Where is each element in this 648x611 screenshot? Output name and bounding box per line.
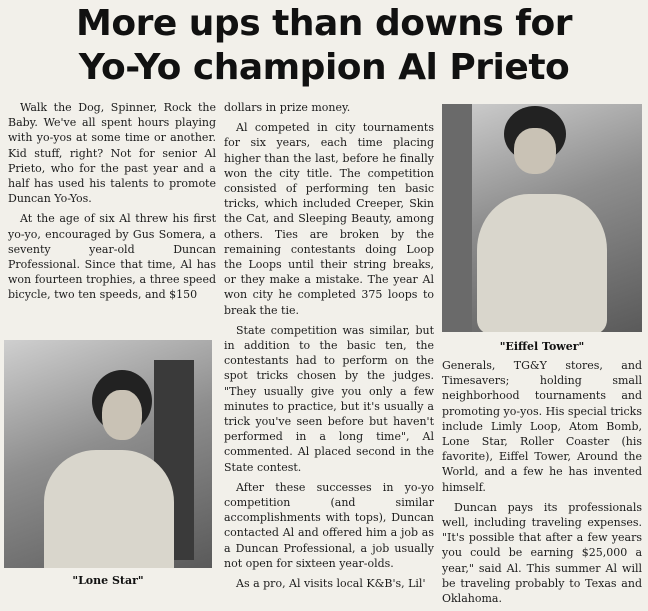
article-column-2 — [224, 100, 434, 596]
headline-line-2: Yo-Yo champion Al Prieto — [78, 47, 570, 88]
paragraph: dollars in prize money. — [224, 101, 351, 114]
headline-line-1: More ups than downs for — [76, 3, 572, 44]
article-column-1 — [8, 100, 216, 308]
paragraph: As a pro, Al visits local K&B's, Lil' — [236, 577, 426, 591]
paragraph: After these successes in yo-yo competition (and similar accomplishments with tops), Duncan contacted Al and offered him a job as a Duncan Professional, a job usually not open for sixteen year-olds. — [224, 480, 434, 570]
paragraph: Walk the Dog, Spinner, Rock the Baby. We've all spent hours playing with yo-yos at some time or another. Kid stuff, right? Not for senior Al Prieto, who for the past year and a half has used his talents to promote Duncan Yo-Yos. — [8, 101, 216, 206]
photo-eiffel-tower — [442, 104, 642, 332]
paragraph: Duncan pays its professionals well, including traveling expenses. "It's possible that after a few years you could be earning $25,000 a year," said Al. This summer Al will be traveling probably to Texas and Oklahoma. — [442, 500, 642, 606]
headline — [0, 2, 648, 90]
photo-figure-face — [102, 390, 142, 440]
photo-figure-body — [477, 194, 607, 332]
photo-caption-eiffel-tower: "Eiffel Tower" — [499, 340, 585, 353]
paragraph: Al competed in city tournaments for six years, each time placing higher than the last, before he finally won the city title. The competition consisted of performing ten basic tricks, which included Creeper, Skin the Cat, and Sleeping Beauty, among others. Ties are broken by the remaining contestants doing Loop the Loops until their string breaks, or they make a mistake. The year Al won city he completed 375 loops to break the tie. — [224, 121, 434, 317]
photo-figure-face — [514, 128, 556, 174]
paragraph: State competition was similar, but in addition to the basic ten, the contestants had to perform on the spot tricks chosen by the judges. "They usually give you only a few minutes to practice, but it's usually a trick you've seen before but haven't performed in a long time", Al commented. Al placed second in the State contest. — [224, 323, 434, 474]
photo-caption-lone-star: "Lone Star" — [72, 574, 144, 587]
paragraph: Generals, TG&Y stores, and Timesavers; holding small neighborhood tournaments and promoting yo-yos. His special tricks include Limly Loop, Atom Bomb, Lone Star, Roller Coaster (his favorite), Eiffel Tower, Around the World, and a few he has invented himself. — [442, 359, 642, 494]
paragraph: At the age of six Al threw his first yo-yo, encouraged by Gus Somera, a seventy year-old Duncan Professional. Since that time, Al has won fourteen trophies, a three speed bicycle, two ten speeds, and $150 — [8, 212, 216, 302]
photo-lone-star — [4, 340, 212, 568]
photo-figure-body — [44, 450, 174, 568]
article-column-3 — [442, 358, 642, 611]
photo-background-wall — [442, 104, 472, 332]
